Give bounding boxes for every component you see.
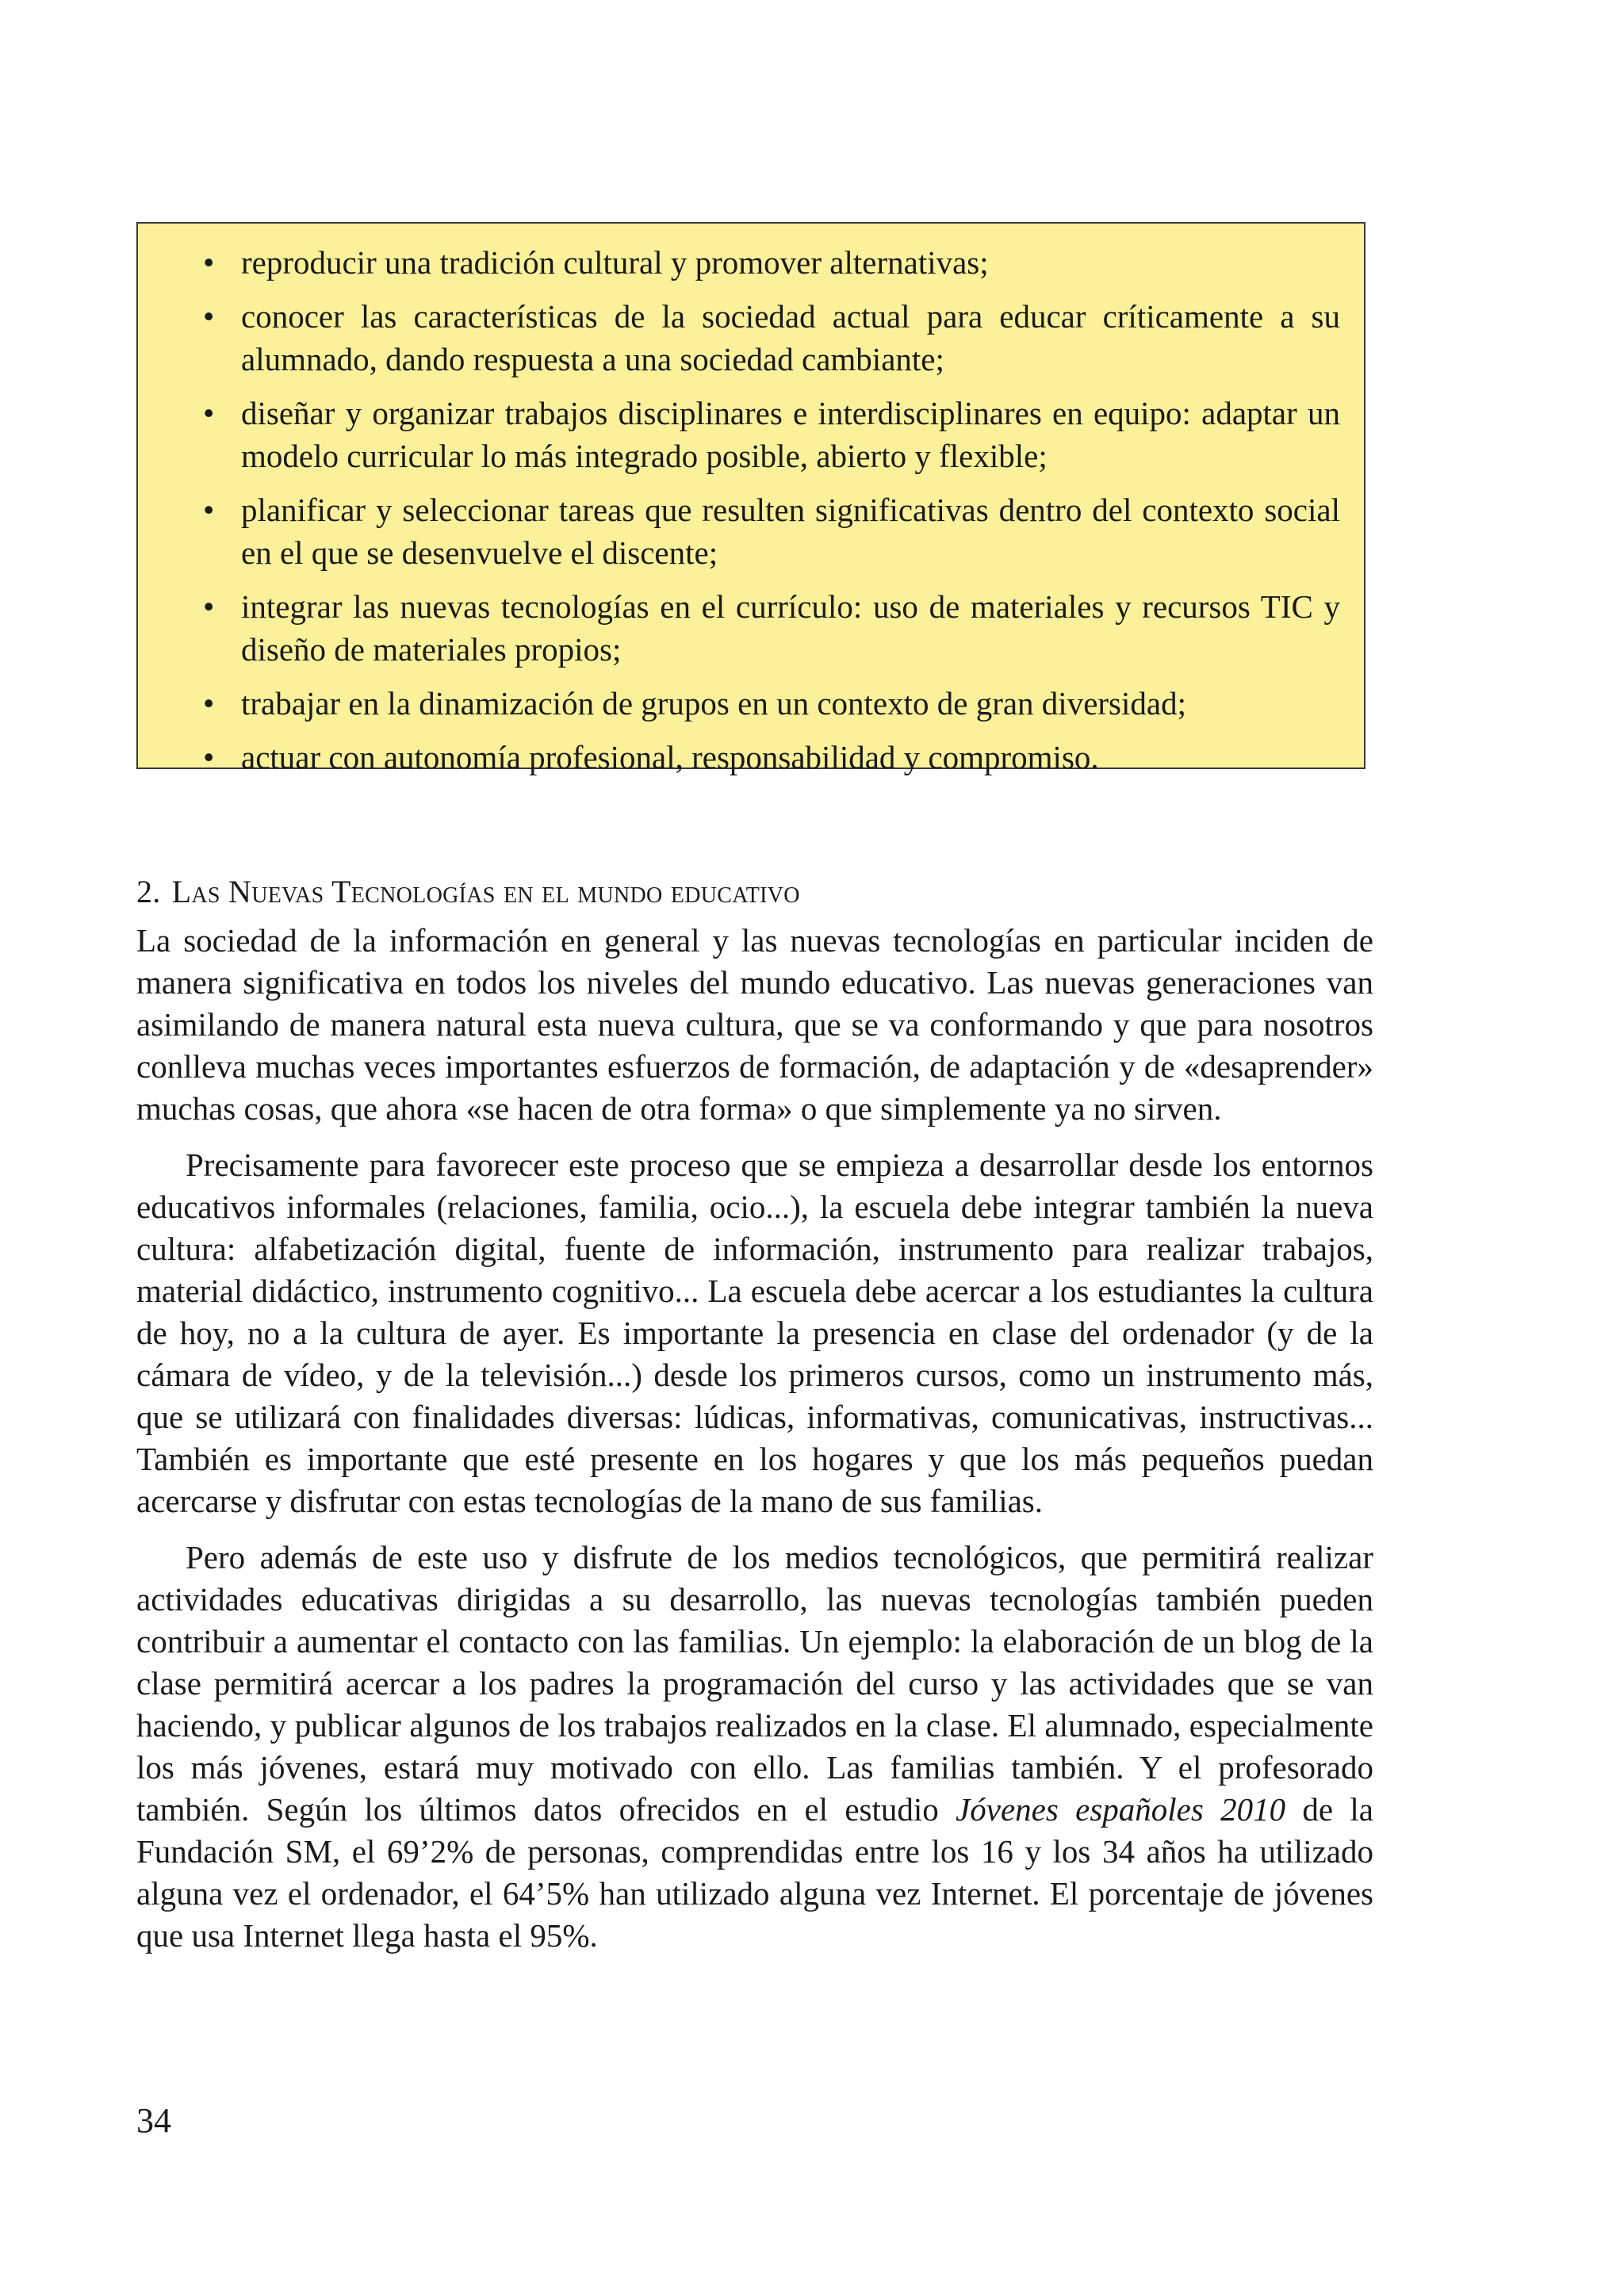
list-item: [193, 295, 1340, 381]
competency-list: [193, 241, 1340, 779]
paragraph-3: [136, 1537, 1373, 1957]
section-heading: [136, 872, 1373, 912]
list-item-text: reproducir una tradición cultural y promover alternativas;: [241, 244, 989, 281]
list-item: [193, 392, 1340, 477]
list-item: [193, 736, 1340, 779]
list-item-text: trabajar en la dinamización de grupos en un contexto de gran diversidad;: [241, 685, 1186, 722]
study-title: Jóvenes españoles 2010: [956, 1791, 1286, 1828]
list-item-text: planificar y seleccionar tareas que resulten significativas dentro del contexto social en el que se desenvuelve el discente;: [241, 492, 1340, 571]
paragraph-2: Precisamente para favorecer este proceso que se empieza a desarrollar desde los entornos educativos informales (relaciones, familia, ocio...), la escuela debe integrar también la nueva cultura: alfabetización digital, fuente de información, instrumento para realizar trabajos, material didáctico, instrumento cognitivo... La escuela debe acercar a los estudiantes la cultura de hoy, no a la cultura de ayer. Es importante la presencia en clase del ordenador (y de la cámara de vídeo, y de la televisión...) desde los primeros cursos, como un instrumento más, que se utilizará con finalidades diversas: lúdicas, informativas, comunicativas, instructivas... También es importante que esté presente en los hogares y que los más pequeños puedan acercarse y disfrutar con estas tecnologías de la mano de sus familias.: [136, 1146, 1373, 1519]
bullet-icon: •: [203, 244, 215, 281]
list-item-text: actuar con autonomía profesional, responsabilidad y compromiso.: [241, 739, 1099, 775]
section-title: Las Nuevas Tecnologías en el mundo educativo: [171, 874, 800, 909]
bullet-icon: •: [203, 492, 215, 528]
paragraph-1: La sociedad de la información en general y las nuevas tecnologías en particular inciden de manera significativa en todos los niveles del mundo educativo. Las nuevas generaciones van asimilando de manera natural esta nueva cultura, que se va conformando y que para nosotros conlleva muchas veces importantes esfuerzos de formación, de adaptación y de «desaprender» muchas cosas, que ahora «se hacen de otra forma» o que simplemente ya no sirven.: [136, 922, 1373, 1127]
list-item: [193, 682, 1340, 725]
list-item-text: integrar las nuevas tecnologías en el currículo: uso de materiales y recursos TIC y diseño de materiales propios;: [241, 588, 1340, 668]
list-item-text: conocer las características de la sociedad actual para educar críticamente a su alumnado, dando respuesta a una sociedad cambiante;: [241, 298, 1340, 377]
list-item: [193, 585, 1340, 671]
list-item-text: diseñar y organizar trabajos disciplinares e interdisciplinares en equipo: adaptar un modelo curricular lo más integrado posible, abierto y flexible;: [241, 395, 1340, 474]
bullet-icon: •: [203, 588, 215, 625]
paragraph-3-text-a: Pero además de este uso y disfrute de los medios tecnológicos, que permitirá realizar actividades educativas dirigidas a su desarrollo, las nuevas tecnologías también pueden contribuir a aumentar el contacto con las familias. Un ejemplo: la elaboración de un blog de la clase permitirá acercar a los padres la programación del curso y las actividades que se van haciendo, y publicar algunos de los trabajos realizados en la clase. El alumnado, especialmente los más jóvenes, estará muy motivado con ello. Las familias también. Y el profesorado también. Según los últimos datos ofrecidos en el estudio: [136, 1539, 1373, 1828]
list-item: [193, 241, 1340, 284]
bullet-icon: •: [203, 685, 215, 722]
page-number: 34: [136, 2101, 171, 2140]
bullet-icon: •: [203, 739, 215, 775]
highlight-box: [136, 222, 1365, 775]
list-item: [193, 488, 1340, 574]
section-number: 2.: [136, 874, 161, 909]
body-text: [136, 920, 1373, 1971]
bullet-icon: •: [203, 298, 215, 335]
paragraph-3-text-b: de la Fundación SM, el 69’2% de personas, comprendidas entre los 16 y los 34 años ha utilizado alguna vez el ordenador, el 64’5% han utilizado alguna vez Internet. El porcentaje de jóvenes que usa Internet llega hasta el 95%.: [136, 1791, 1373, 1954]
bullet-icon: •: [203, 395, 215, 431]
